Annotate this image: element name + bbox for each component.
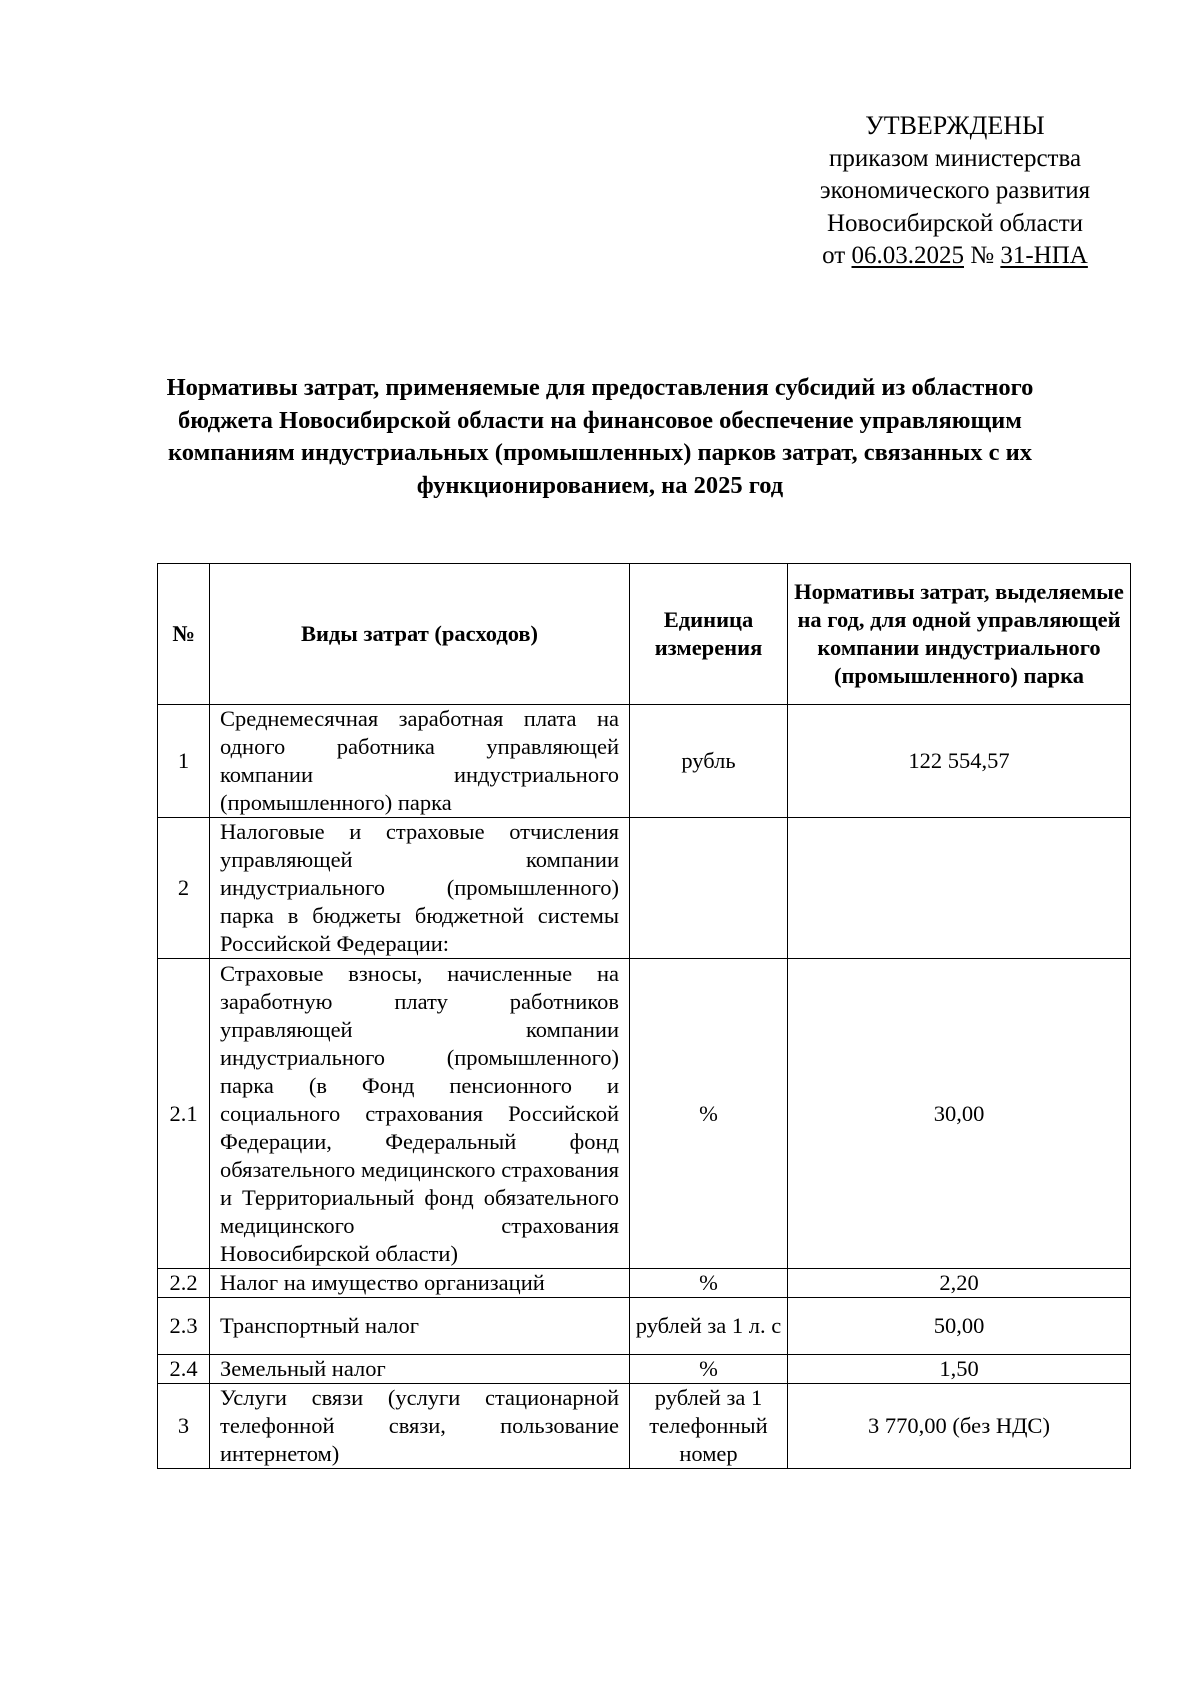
row-norm-value: 2,20: [788, 1269, 1131, 1298]
approval-date-prefix: от: [822, 242, 846, 269]
row-number: 1: [158, 705, 210, 818]
approval-date-line: [790, 240, 1120, 273]
row-norm-value: 30,00: [788, 959, 1131, 1269]
row-unit: %: [630, 1355, 788, 1384]
row-unit: рубль: [630, 705, 788, 818]
row-number: 2.2: [158, 1269, 210, 1298]
row-unit: рублей за 1 телефонный номер: [630, 1384, 788, 1469]
row-cost-type: Налог на имущество организаций: [210, 1269, 630, 1298]
approval-heading: УТВЕРЖДЕНЫ: [865, 111, 1045, 140]
table-row: [158, 1298, 1131, 1355]
row-cost-type: Страховые взносы, начисленные на заработную плату работников управляющей компании индустриального (промышленного) парка (в Фонд пенсионного и социального страхования Российской Федерации, Федеральный фонд обязательного медицинского страхования и Территориальный фонд обязательного медицинского страхования Новосибирской области): [210, 959, 630, 1269]
header-norm-value: Нормативы затрат, выделяемые на год, для одной управляющей компании индустриального (промышленного) парка: [788, 564, 1131, 705]
row-norm-value: [788, 818, 1131, 959]
row-number: 2.1: [158, 959, 210, 1269]
row-unit: рублей за 1 л. с: [630, 1298, 788, 1355]
header-number: №: [158, 564, 210, 705]
approval-number: 31-НПА: [1000, 242, 1088, 269]
row-cost-type: Услуги связи (услуги стационарной телефонной связи, пользование интернетом): [210, 1384, 630, 1469]
row-number: 2.4: [158, 1355, 210, 1384]
table-row: [158, 959, 1131, 1269]
document-title: Нормативы затрат, применяемые для предоставления субсидий из областного бюджета Новосибирской области на финансовое обеспечение управляющим компаниям индустриальных (промышленных) парков затрат, связанных с их функционированием, на 2025 год: [166, 374, 1034, 499]
row-unit: [630, 818, 788, 959]
row-cost-type: Среднемесячная заработная плата на одного работника управляющей компании индустриального (промышленного) парка: [210, 705, 630, 818]
approval-date: 06.03.2025: [851, 242, 964, 269]
approval-stamp: [790, 110, 1120, 273]
row-number: 2.3: [158, 1298, 210, 1355]
row-norm-value: 122 554,57: [788, 705, 1131, 818]
row-unit: %: [630, 1269, 788, 1298]
table-header-row: [158, 564, 1131, 705]
approval-line-2: экономического развития: [819, 177, 1091, 204]
row-cost-type: Земельный налог: [210, 1355, 630, 1384]
header-cost-type: Виды затрат (расходов): [210, 564, 630, 705]
table-row: [158, 705, 1131, 818]
approval-number-prefix: №: [970, 242, 995, 269]
table-row: [158, 818, 1131, 959]
row-unit: %: [630, 959, 788, 1269]
table-row: [158, 1384, 1131, 1469]
approval-line-3: Новосибирской области: [826, 209, 1084, 237]
table-row: [158, 1269, 1131, 1298]
table-row: [158, 1355, 1131, 1384]
approval-line-1: приказом министерства: [828, 144, 1082, 172]
cost-norms-table: [157, 563, 1131, 1469]
row-number: 2: [158, 818, 210, 959]
row-number: 3: [158, 1384, 210, 1469]
row-norm-value: 50,00: [788, 1298, 1131, 1355]
row-cost-type: Транспортный налог: [210, 1298, 630, 1355]
header-unit: Единица измерения: [630, 564, 788, 705]
row-cost-type: Налоговые и страховые отчисления управляющей компании индустриального (промышленного) парка в бюджеты бюджетной системы Российской Федерации:: [210, 818, 630, 959]
row-norm-value: 1,50: [788, 1355, 1131, 1384]
row-norm-value: 3 770,00 (без НДС): [788, 1384, 1131, 1469]
